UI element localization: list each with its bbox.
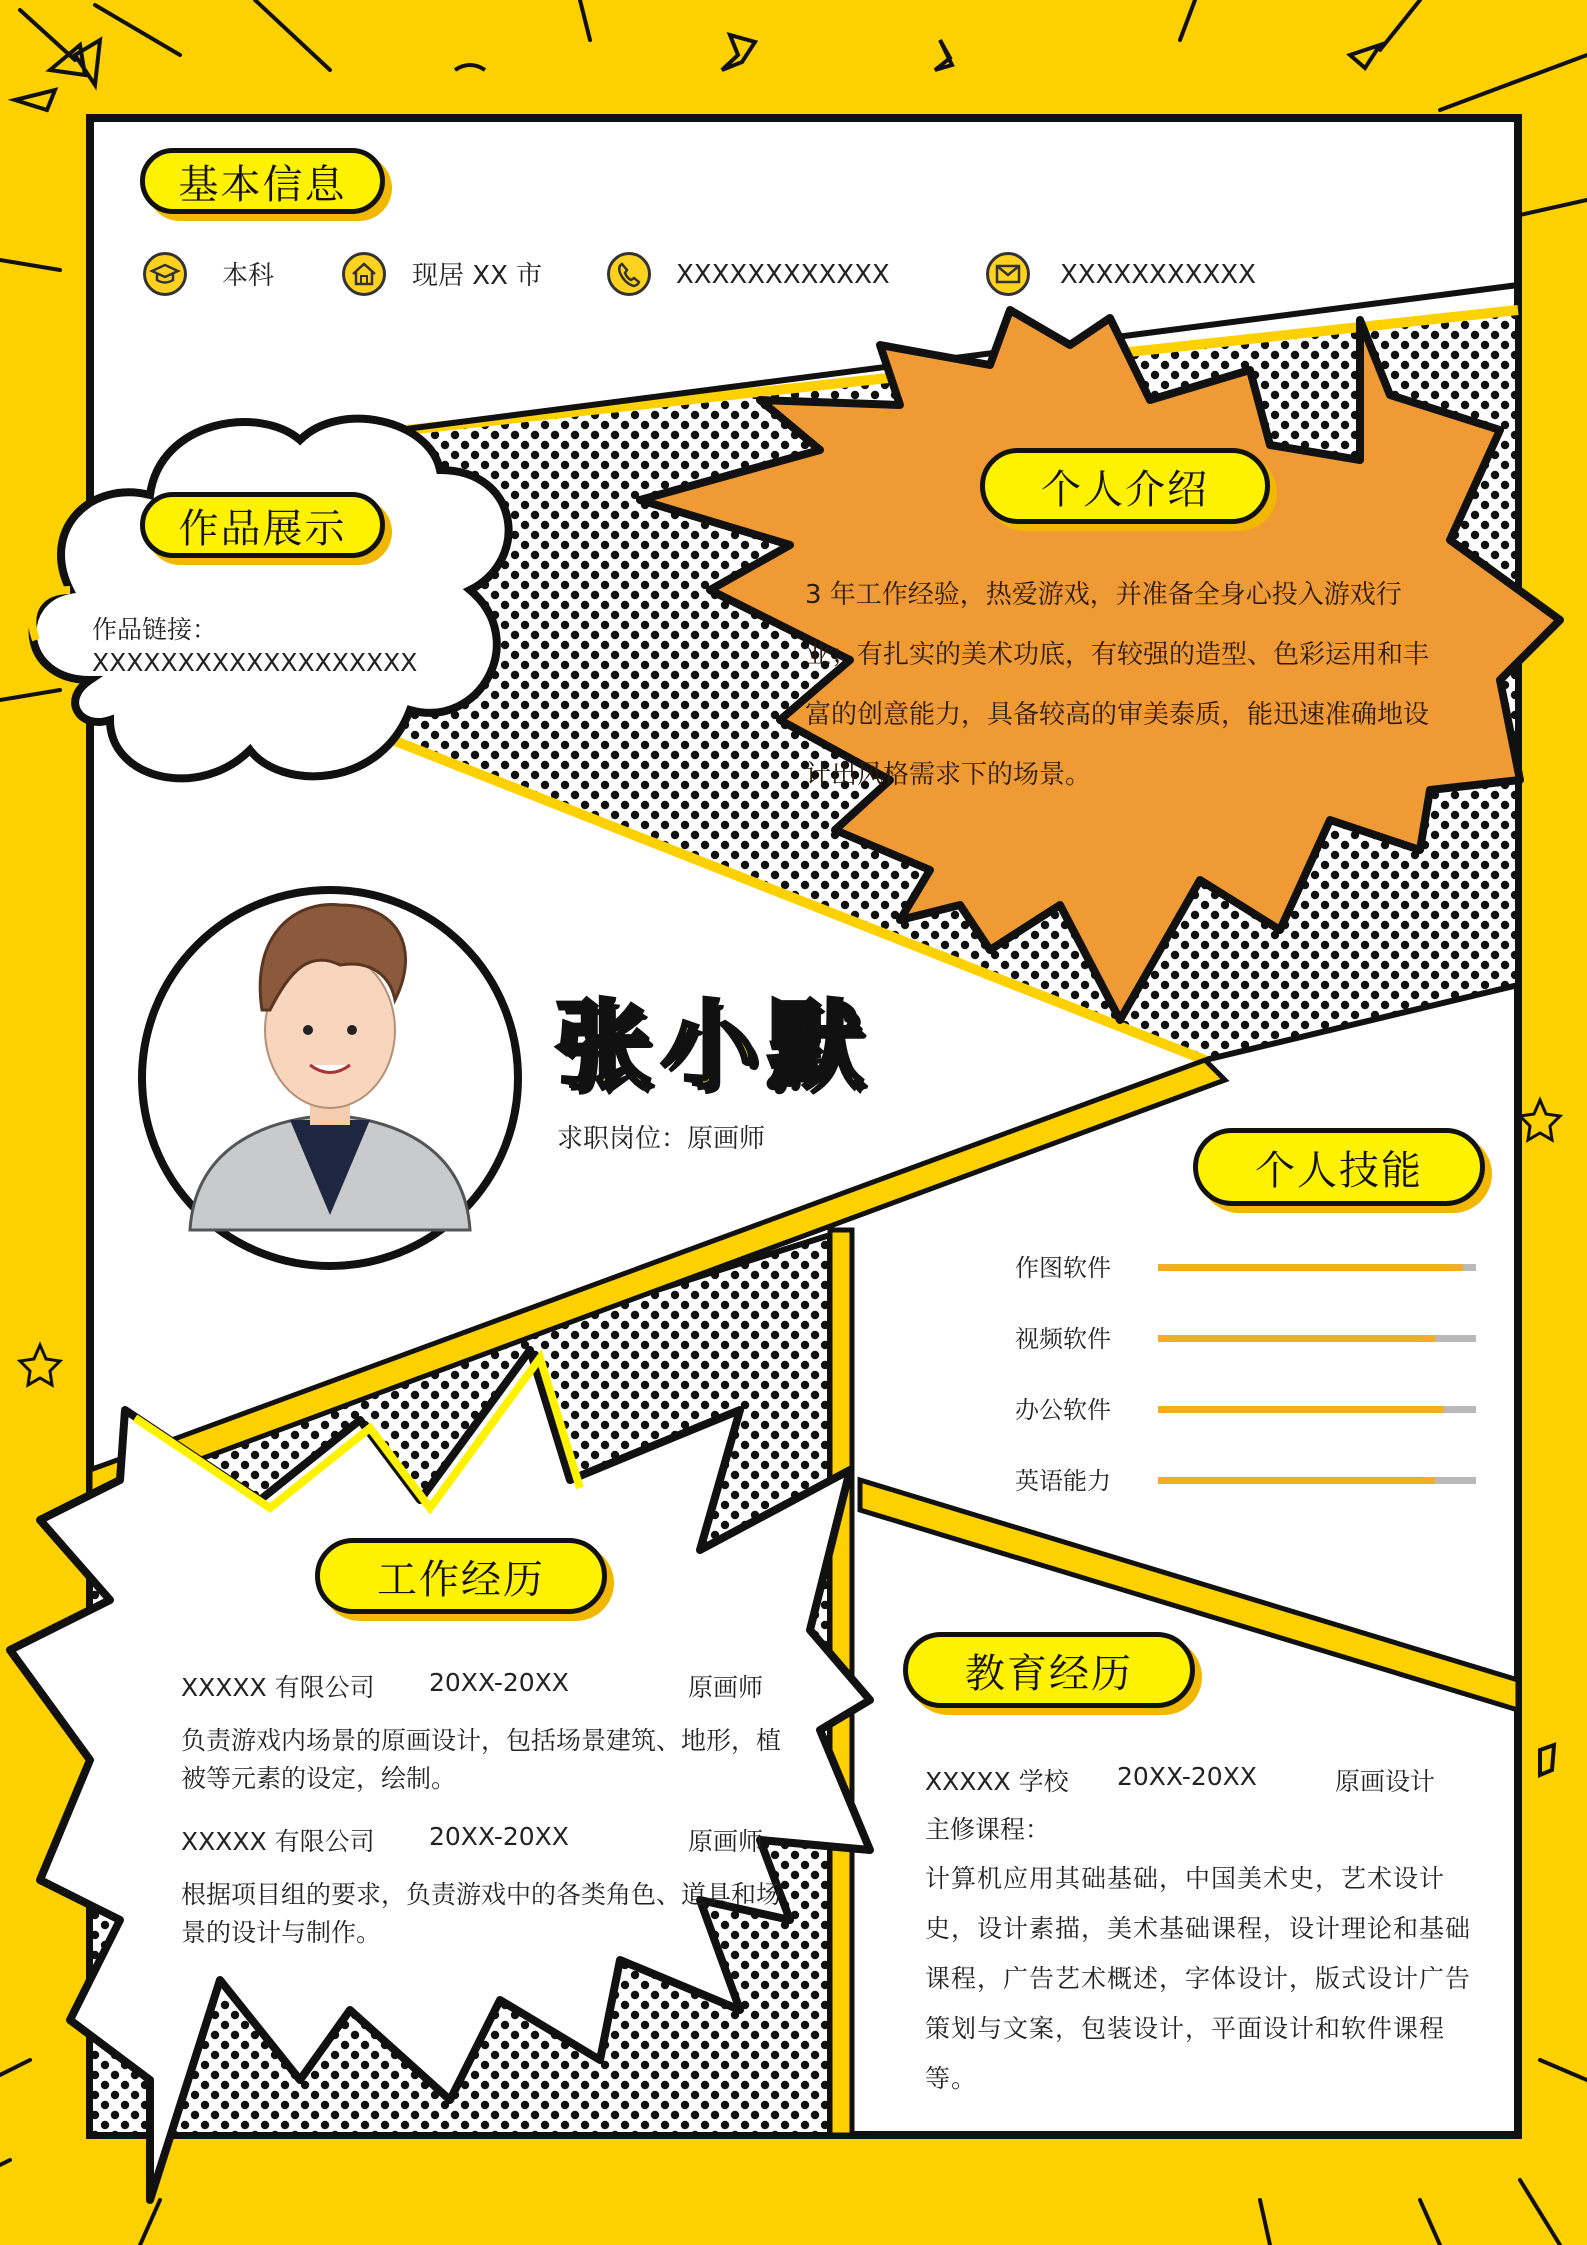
work-title — [315, 1538, 607, 1614]
job2-period: 20XX-20XX — [429, 1822, 569, 1851]
job1-company: XXXXX 有限公司 — [181, 1673, 375, 1702]
graduation-cap-icon — [143, 252, 187, 296]
skill-label: 英语能力 — [1015, 1467, 1111, 1495]
intro-title-text: 个人介绍 — [1041, 466, 1209, 513]
works-title-text: 作品展示 — [178, 505, 347, 552]
phone-text: XXXXXXXXXXXX — [676, 260, 890, 290]
phone-icon — [607, 252, 651, 296]
skill-bar-track — [1158, 1264, 1476, 1271]
candidate-name: 张小默 — [555, 990, 873, 1102]
job1-role: 原画师 — [688, 1673, 764, 1702]
works-title — [140, 492, 385, 558]
job2-role: 原画师 — [688, 1827, 764, 1856]
skill-bar-track — [1158, 1477, 1476, 1484]
skill-bar-fill — [1158, 1406, 1444, 1413]
job2-company: XXXXX 有限公司 — [181, 1827, 375, 1856]
skill-label: 视频软件 — [1015, 1325, 1111, 1353]
education-period: 20XX-20XX — [1117, 1762, 1257, 1791]
mail-icon — [986, 252, 1030, 296]
intro-title — [980, 448, 1270, 524]
basic-info-title — [140, 148, 385, 214]
location-text: 现居 XX 市 — [412, 261, 543, 291]
intro-text: 3 年工作经验，热爱游戏，并准备全身心投入游戏行业；有扎实的美术功底，有较强的造型、色彩运用和丰富的创意能力，具备较高的审美泰质，能迅速准确地设计出风格需求下的场景。 — [805, 580, 1430, 790]
skills-title — [1193, 1128, 1485, 1206]
skill-bar-fill — [1158, 1264, 1463, 1271]
education-text: 本科 — [222, 261, 275, 291]
job-position: 求职岗位：原画师 — [557, 1124, 766, 1154]
work-title-text: 工作经历 — [377, 1556, 545, 1603]
home-icon — [342, 252, 386, 296]
skill-label: 办公软件 — [1015, 1396, 1111, 1424]
job2-desc: 根据项目组的要求，负责游戏中的各类角色、道具和场景的设计与制作。 — [181, 1880, 782, 1947]
education-major: 原画设计 — [1335, 1767, 1436, 1796]
courses-text: 计算机应用其础基础，中国美术史，艺术设计史，设计素描，美术基础课程，设计理论和基础课程，广告艺术概述，字体设计，版式设计广告策划与文案，包装设计，平面设计和软件课程等。 — [925, 1864, 1472, 2093]
skill-bar-track — [1158, 1406, 1476, 1413]
email-text: XXXXXXXXXXX — [1060, 260, 1256, 290]
skill-bar-fill — [1158, 1477, 1435, 1484]
basic-info-title-text: 基本信息 — [178, 161, 347, 208]
job1-period: 20XX-20XX — [429, 1668, 569, 1697]
education-title — [903, 1632, 1195, 1708]
works-link-value[interactable]: XXXXXXXXXXXXXXXXXXX — [92, 648, 418, 677]
education-title-text: 教育经历 — [965, 1650, 1133, 1697]
skill-label: 作图软件 — [1015, 1254, 1111, 1282]
courses-label: 主修课程： — [925, 1815, 1051, 1844]
skill-bar-track — [1158, 1335, 1476, 1342]
skill-bar-fill — [1158, 1335, 1435, 1342]
works-link-label: 作品链接： — [92, 615, 218, 644]
school-name: XXXXX 学校 — [925, 1767, 1069, 1796]
skills-title-text: 个人技能 — [1255, 1147, 1423, 1194]
job1-desc: 负责游戏内场景的原画设计，包括场景建筑、地形，植被等元素的设定，绘制。 — [181, 1726, 782, 1793]
